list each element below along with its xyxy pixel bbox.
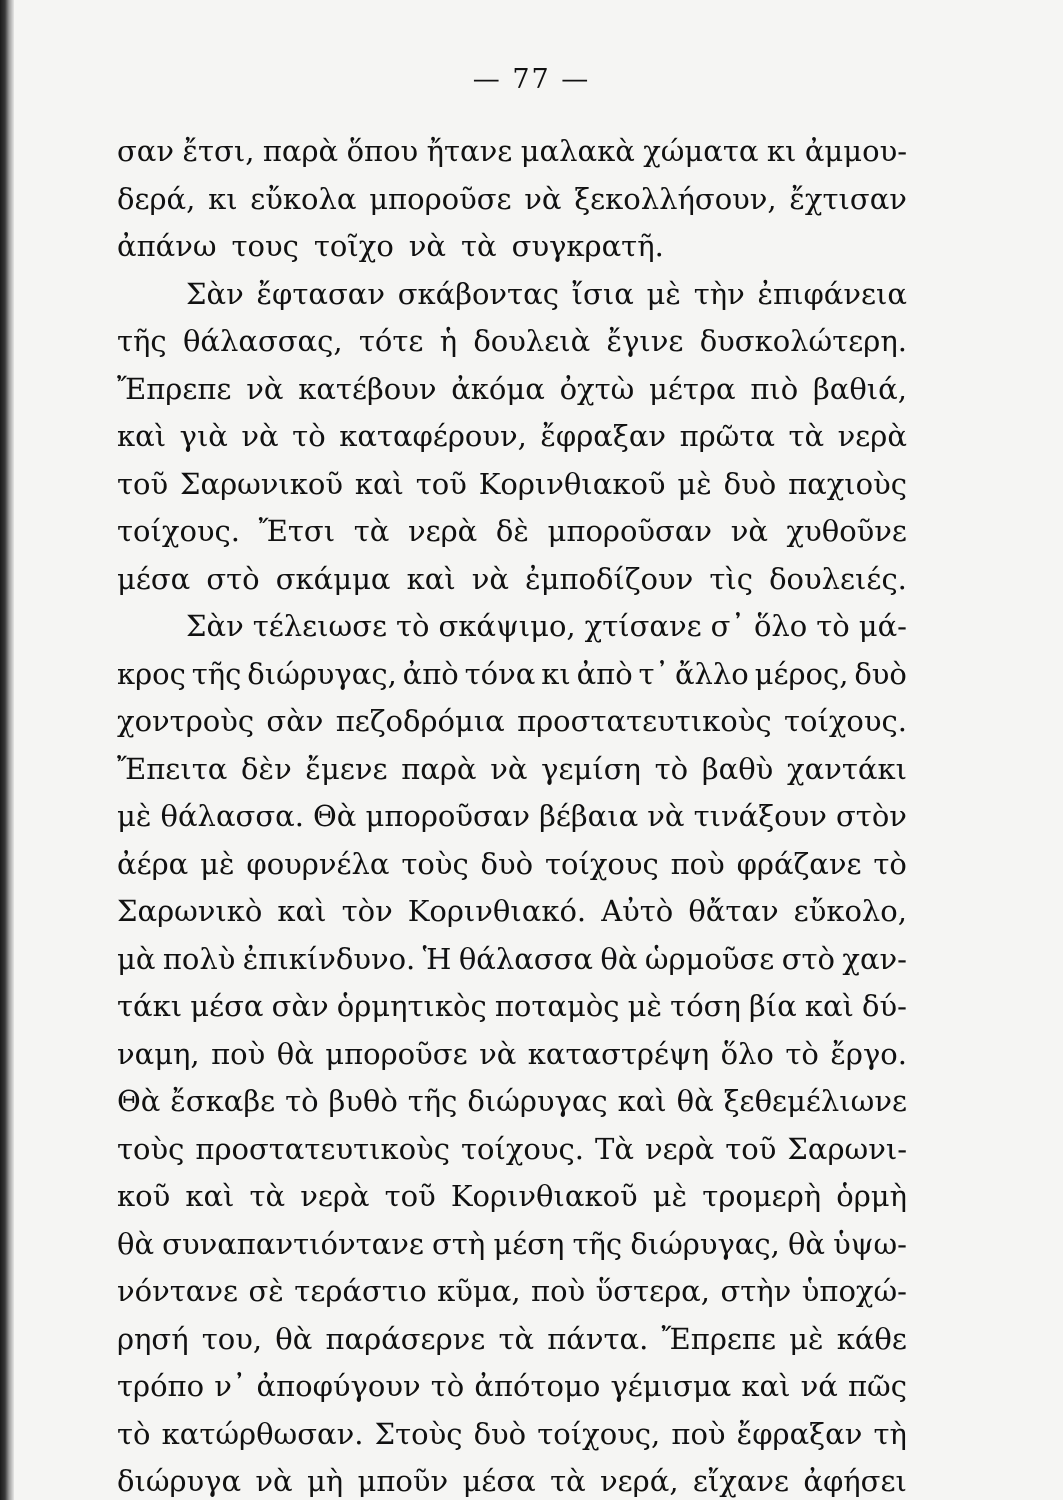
word: θὰ — [276, 1036, 314, 1071]
word: καὶ — [406, 561, 456, 596]
word: μὲ — [200, 846, 235, 881]
word: πάντα. — [547, 1321, 649, 1356]
word: νὰ — [647, 799, 685, 833]
word: πεζοδρόμια — [335, 704, 505, 738]
word: ποὺ — [531, 1274, 586, 1308]
word: τινάξουν — [693, 799, 827, 833]
word: τὴν — [693, 276, 745, 311]
word: προστατευτικοὺς — [195, 1131, 450, 1166]
word: ἔφτασαν — [256, 276, 385, 311]
word: σαν — [117, 134, 175, 168]
page-binding-edge — [0, 0, 14, 1500]
word: Κορινθιακοῦ — [478, 466, 666, 501]
word: νὰ — [255, 1464, 293, 1498]
word: δερά, — [117, 181, 196, 216]
word: δουλειές. — [769, 561, 907, 596]
text-line — [117, 1126, 907, 1174]
text-line — [117, 841, 907, 889]
word: σ᾿ — [710, 609, 745, 643]
word: τὸ — [654, 751, 689, 786]
word: μὴ — [306, 1464, 344, 1498]
word: Σὰν — [186, 609, 244, 643]
word: πρῶτα — [679, 419, 775, 453]
word: τοῦ — [415, 466, 467, 501]
word: τὴ — [873, 1416, 907, 1451]
word: θὰ — [275, 1321, 313, 1356]
word: τῆς — [191, 656, 242, 691]
word: ὕστερα, — [595, 1274, 710, 1308]
word: ρησή — [117, 1321, 189, 1356]
word: μὲ — [677, 466, 712, 501]
word: Σαρωνι- — [787, 1131, 907, 1166]
word: τὰ — [498, 1321, 535, 1356]
word: βυθὸ — [328, 1084, 398, 1118]
word: τῆς — [572, 1226, 623, 1261]
word: τους — [231, 229, 299, 263]
word: δυσκολώτερη. — [699, 324, 907, 358]
word: ὁρμὴ — [836, 1179, 907, 1213]
word: παρὰ — [262, 134, 339, 168]
word: δυὸ — [723, 466, 777, 501]
word: χοντροὺς — [117, 704, 255, 738]
text-line — [117, 1316, 907, 1364]
word: δὲν — [241, 751, 292, 786]
word: Ἔπειτα — [117, 751, 228, 786]
word: τοὺς — [401, 846, 469, 881]
word: τοῦ — [384, 1179, 436, 1213]
page-number: — 77 — — [472, 64, 591, 95]
word: δὲ — [495, 514, 529, 548]
body-text — [117, 128, 907, 1506]
word: κατώρθωσαν. — [161, 1416, 364, 1451]
word: ναμη, — [117, 1036, 200, 1071]
word: τοῦ — [117, 466, 169, 501]
word: μποροῦσαν — [365, 799, 530, 833]
word: χυθοῦνε — [786, 514, 907, 548]
word: νὰ — [241, 419, 279, 453]
word: διώρυγας — [467, 1084, 608, 1118]
word: σὰν — [266, 704, 324, 738]
word: νερὰ — [837, 419, 907, 453]
word: κάθε — [836, 1321, 907, 1356]
text-line — [117, 556, 907, 604]
word: Αὐτὸ — [601, 894, 674, 928]
word: καὶ — [185, 1179, 235, 1213]
word: ἀπότομο — [474, 1369, 601, 1403]
word: νὰ — [730, 514, 768, 548]
word: ποταμὸς — [494, 989, 620, 1023]
word: σκάμμα — [275, 561, 391, 596]
word: βαθιά, — [812, 371, 907, 406]
word: θάλασσας, — [182, 324, 343, 358]
word: μέσα — [462, 1464, 536, 1498]
word: τὸ — [785, 1036, 819, 1071]
word: ν᾿ — [214, 1369, 247, 1403]
word: μέσα — [117, 561, 191, 596]
text-line — [117, 888, 907, 936]
word: ἴσια — [571, 276, 634, 311]
word: κοῦ — [117, 1179, 171, 1213]
word: κι — [208, 181, 238, 216]
word: μὲ — [117, 799, 152, 833]
word: ἀκόμα — [451, 371, 545, 406]
word: τόση — [670, 989, 741, 1023]
word: τὸ — [285, 1084, 319, 1118]
word: μὲ — [646, 276, 681, 311]
word: φουρνέλα — [246, 846, 390, 881]
word: ἄλλο — [674, 656, 749, 691]
word: Ἡ — [422, 941, 452, 976]
word: ξεκολλήσουν, — [574, 181, 777, 216]
word: μά- — [858, 609, 907, 643]
word: τὸ — [117, 1416, 151, 1451]
word: παρὰ — [401, 751, 477, 786]
word: νά — [800, 1369, 838, 1403]
word: τὶς — [709, 561, 754, 596]
word: ὀχτὼ — [559, 371, 635, 406]
word: βέβαια — [539, 799, 639, 833]
word: ποὺ — [671, 1416, 726, 1451]
word: τὸ — [292, 419, 326, 453]
word: ἔγινε — [606, 324, 684, 358]
word: μέτρα — [649, 371, 736, 406]
text-line — [117, 1411, 907, 1459]
word: ποὺ — [211, 1036, 266, 1071]
text-line — [117, 271, 907, 319]
word: θὰ — [600, 941, 638, 976]
word: Ἔτσι — [258, 514, 336, 548]
word: μὰ — [117, 941, 156, 976]
word: ἡ — [439, 324, 458, 358]
word: καὶ — [741, 1369, 791, 1403]
word: καὶ — [617, 1084, 667, 1118]
word: ἔργο. — [830, 1036, 907, 1071]
word: παράσερνε — [325, 1321, 486, 1356]
word: ἔσκαβε — [170, 1084, 276, 1118]
word: δουλειὰ — [473, 324, 591, 358]
word: Ἔπρεπε — [117, 371, 232, 406]
word: κατέβουν — [298, 371, 437, 406]
word: συναπαντιόντανε — [162, 1226, 424, 1261]
word: χαντάκι — [787, 751, 907, 786]
word: μὲ — [627, 989, 663, 1023]
word: τὰ — [353, 514, 390, 548]
word: τὸ — [396, 609, 430, 643]
word: εὔκολα — [250, 181, 357, 216]
word: ἤτανε — [426, 134, 513, 168]
word: μποροῦσε — [325, 1036, 468, 1071]
word: κῦμα, — [437, 1274, 521, 1308]
word: Σαρωνικὸ — [117, 894, 263, 928]
word: Κορινθιακοῦ — [450, 1179, 638, 1213]
word: τῆς — [407, 1084, 458, 1118]
text-line — [117, 698, 907, 746]
word: τοίχους. — [460, 1131, 584, 1166]
word: ἀέρα — [117, 846, 189, 881]
word: δυὸ — [480, 846, 534, 881]
word: ἐπικίνδυνο. — [242, 941, 416, 976]
word: εἴχανε — [692, 1464, 790, 1498]
word: νὰ — [471, 561, 509, 596]
word: τῆς — [117, 324, 167, 358]
word: νόντανε — [117, 1274, 238, 1308]
word: βαθὺ — [701, 751, 774, 786]
word: θάλασσα. — [160, 799, 304, 833]
text-line — [117, 1363, 907, 1411]
text-line — [117, 1173, 907, 1221]
word: νερὰ — [644, 1131, 715, 1166]
word: τρόπο — [117, 1369, 205, 1403]
word: Θὰ — [117, 1084, 161, 1118]
text-line — [117, 603, 907, 651]
word: θάλασσα — [458, 941, 594, 976]
word: ὅλο — [720, 1036, 774, 1071]
word: καὶ — [117, 419, 167, 453]
word: Σὰν — [186, 276, 244, 311]
word: καὶ — [354, 466, 404, 501]
word: χαν- — [842, 941, 907, 976]
word: μποροῦσαν — [547, 514, 713, 548]
word: πῶς — [848, 1369, 907, 1403]
word: δυὸ — [854, 656, 907, 691]
text-line — [117, 223, 907, 271]
word: τεράστιο — [294, 1274, 427, 1308]
word: διώρυγας, — [247, 656, 397, 691]
word: ὁρμητικὸς — [336, 989, 487, 1023]
word: ἀποφύγουν — [256, 1369, 421, 1403]
word: κι — [766, 134, 797, 168]
text-line — [117, 651, 907, 699]
word: γέμισμα — [610, 1369, 732, 1403]
word: καταστρέψη — [527, 1036, 710, 1071]
word: Ἔπρεπε — [661, 1321, 776, 1356]
word: τόνα — [464, 656, 536, 691]
text-line — [117, 1458, 907, 1506]
word: θἄταν — [688, 894, 779, 928]
word: ξεθεμέλιωνε — [723, 1084, 907, 1118]
text-line — [117, 508, 907, 556]
word: τάκι — [117, 989, 183, 1023]
text-line — [117, 1031, 907, 1079]
text-line — [117, 461, 907, 509]
word: τὰ — [788, 419, 825, 453]
word: στὸ — [206, 561, 260, 596]
word: νὰ — [490, 751, 528, 786]
word: ἀφήσει — [803, 1464, 907, 1498]
word: δυὸ — [473, 1416, 527, 1451]
word: τοὺς — [117, 1131, 185, 1166]
word: τὸ — [430, 1369, 465, 1403]
word: Σαρωνικοῦ — [179, 466, 343, 501]
word: καὶ — [277, 894, 327, 928]
word: βία — [748, 989, 797, 1023]
word: ποὺ — [670, 846, 725, 881]
text-line — [117, 793, 907, 841]
text-line — [117, 366, 907, 414]
word: τρομερὴ — [702, 1179, 822, 1213]
word: νερὰ — [300, 1179, 370, 1213]
word: του, — [201, 1321, 263, 1356]
text-line — [117, 1268, 907, 1316]
word: φράζανε — [736, 846, 862, 881]
word: χώματα — [643, 134, 759, 168]
word: μαλακὰ — [520, 134, 635, 168]
word: ἔφραξαν — [540, 419, 667, 453]
word: τοῦ — [725, 1131, 777, 1166]
word: θὰ — [676, 1084, 714, 1118]
word: στὴν — [720, 1274, 792, 1308]
word: συγκρατῆ. — [511, 229, 664, 263]
word: ὅλο — [753, 609, 808, 643]
word: ἔμενε — [305, 751, 388, 786]
word: τότε — [358, 324, 424, 358]
text-line — [117, 176, 907, 224]
word: γιὰ — [179, 419, 228, 453]
word: νὰ — [479, 1036, 517, 1071]
word: ἔφραξαν — [736, 1416, 863, 1451]
word: μποῦν — [357, 1464, 449, 1498]
word: τὰ — [249, 1179, 286, 1213]
word: ἐπιφάνεια — [757, 276, 907, 311]
word: κι — [541, 656, 571, 691]
word: χτίσανε — [584, 609, 702, 643]
word: ἐμποδίζουν — [525, 561, 694, 596]
word: τοίχους, — [537, 1416, 661, 1451]
word: τέλειωσε — [252, 609, 388, 643]
word: θὰ — [117, 1226, 155, 1261]
text-line — [117, 1221, 907, 1269]
word: καὶ — [804, 989, 854, 1023]
word: τοίχους. — [117, 514, 240, 548]
word: μὲ — [789, 1321, 824, 1356]
word: εὔκολο, — [793, 894, 907, 928]
word: τὰ — [550, 1464, 586, 1498]
word: σὲ — [248, 1274, 284, 1308]
word: σὰν — [271, 989, 329, 1023]
word: Τὰ — [594, 1131, 634, 1166]
word: ἔτσι, — [182, 134, 255, 168]
word: νερὰ — [407, 514, 478, 548]
word: μέση — [493, 1226, 565, 1261]
text-line — [117, 983, 907, 1031]
word: ὅπου — [346, 134, 419, 168]
word: δύ- — [862, 989, 907, 1023]
text-line — [117, 936, 907, 984]
word: ἀπὸ — [402, 656, 459, 691]
word: Κορινθιακό. — [407, 894, 587, 928]
word: ἔχτισαν — [789, 181, 907, 216]
word: τὸ — [816, 609, 850, 643]
text-line — [117, 128, 907, 176]
word: τὸ — [873, 846, 907, 881]
word: παχιοὺς — [788, 466, 907, 501]
word: μποροῦσε — [369, 181, 512, 216]
word: στὸν — [836, 799, 907, 833]
word: ὡρμοῦσε — [644, 941, 775, 976]
word: νερά, — [600, 1464, 679, 1498]
word: τὸν — [341, 894, 393, 928]
word: νὰ — [246, 371, 284, 406]
text-line — [117, 746, 907, 794]
word: τοίχους. — [783, 704, 907, 738]
word: σκάψιμο, — [438, 609, 576, 643]
word: τὰ — [461, 229, 497, 263]
word: στὸ — [781, 941, 835, 976]
word: προστατευτικοὺς — [517, 704, 772, 738]
word: κρος — [117, 656, 186, 691]
word: μὲ — [652, 1179, 688, 1213]
word: θὰ — [787, 1226, 826, 1261]
word: μέρος, — [754, 656, 849, 691]
word: ἀπὸ — [576, 656, 633, 691]
word: ὑποχώ- — [801, 1274, 907, 1308]
word: πιὸ — [750, 371, 799, 406]
word: στὴ — [432, 1226, 486, 1261]
word: τοίχους — [544, 846, 659, 881]
word: νὰ — [408, 229, 447, 263]
word: πολὺ — [162, 941, 236, 976]
word: γεμίση — [541, 751, 641, 786]
word: ἀπάνω — [117, 229, 217, 263]
word: ὑψω- — [833, 1226, 907, 1261]
word: ἀμμου- — [804, 134, 907, 168]
word: νὰ — [524, 181, 562, 216]
text-line — [117, 1078, 907, 1126]
word: Θὰ — [313, 799, 357, 833]
word: διώρυγας, — [630, 1226, 780, 1261]
word: μέσα — [190, 989, 264, 1023]
text-line — [117, 413, 907, 461]
word: διώρυγα — [117, 1464, 242, 1498]
word: σκάβοντας — [397, 276, 559, 311]
word: τοῖχο — [313, 229, 394, 263]
word: Στοὺς — [374, 1416, 463, 1451]
word: τ᾿ — [638, 656, 670, 691]
text-line — [117, 318, 907, 366]
word: καταφέρουν, — [339, 419, 527, 453]
